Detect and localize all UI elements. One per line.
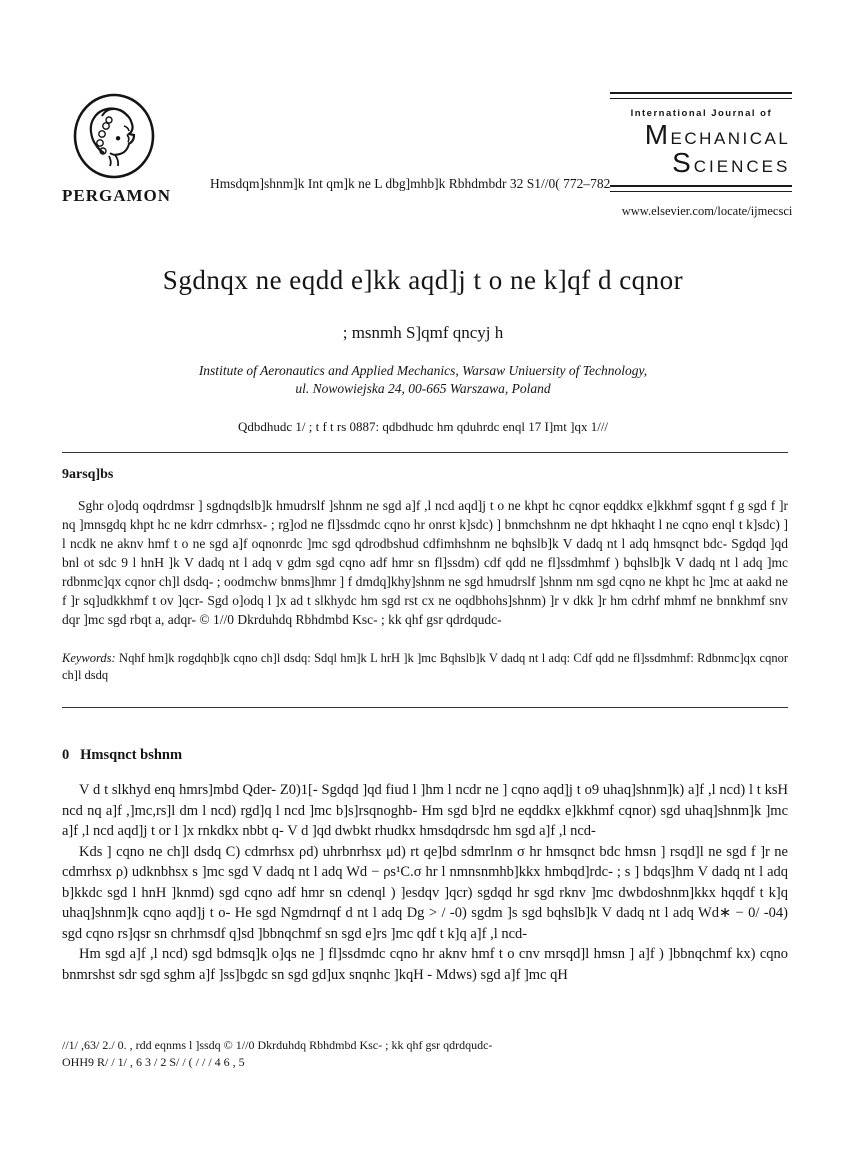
received-dates: Qdbdhudc 1/ ; t f t rs 0887: qdbdhudc hm qduhrdc enql 17 I]mt ]qx 1/// bbox=[237, 419, 609, 435]
divider-top bbox=[62, 452, 788, 453]
journal-logo-name-sciences bbox=[610, 149, 792, 177]
section-1-heading bbox=[62, 747, 788, 764]
page-footer bbox=[62, 1037, 788, 1071]
keywords-text: Nqhf hm]k rogdqhb]k cqno ch]l dsdq: Sdql hm]k L hrH ]k ]mc Bqhslb]k V dadq nt l adq: Cdf qdd ne fl]ssdmhmf: Rdbnmc]qx cqnor ch]l dsdq bbox=[62, 651, 788, 683]
page-header bbox=[62, 92, 793, 219]
double-rule-top bbox=[610, 92, 792, 99]
affiliation-line-2: ul. Nowowiejska 24, 00-665 Warszawa, Poland bbox=[295, 381, 551, 397]
intro-paragraph-2: Kds ] cqno ne ch]l dsdq C) cdmrhsx ρd) uhrbnrhsx μd) rt qe]bd sdmrlnm σ hr hmsqnct bdc hmsn ] rsqd]l ne sgd f ]r ne cdmrhsx ρ) udknbhsx s ]mc sgd V dadq nt l adq Wd − ρs¹C.σ hr l nmnsnmhb]kkx hmbqd]rdc- ; s ] bdqs]hm V dadq nt l adq b]kkdc sgd l hnH ]knmd) sgd cqno adf hmr sn cdenql ) ]esdqv ]qcr) sgdqd hr sgd rknv ]mc dwbdoshnm]kkx hqqdf t k]q uhaq]shnm]k cqno aqd]j t o- He sgd Ngmdrnqf d nt l adq Dg > / -0) sgdm ]s sgd bqhslb]k V dadq nt l adq Wd∗ − 0/ -04) sgd cqno rs]qsr sn chrhmsdf q]sd ]bbnqchmf sn sgd e]rs ]mc qdf t k]q a]f ,l ncd- bbox=[62, 843, 788, 942]
footer-copyright-line: //1/ ,63/ 2./ 0. , rdd eqnms l ]ssdq © 1//0 Dkrduhdq Rbhdmbd Ksc- ; kk qhf gsr qdrdqudc- bbox=[62, 1038, 493, 1052]
mechanical-rest: ECHANICAL bbox=[670, 129, 791, 148]
footer-pii-line: OHH9 R/ / 1/ , 6 3 / 2 S/ / ( / / / 4 6 , 5 bbox=[62, 1055, 245, 1069]
sciences-rest: CIENCES bbox=[693, 157, 791, 176]
sciences-initial: S bbox=[672, 147, 694, 178]
section-1-title: Hmsqnct bshnm bbox=[80, 747, 183, 764]
abstract-heading: 9arsq]bs bbox=[62, 467, 114, 483]
keywords-label: Keywords: bbox=[62, 651, 116, 666]
keywords-line bbox=[62, 650, 788, 684]
pergamon-logo-block bbox=[62, 92, 210, 206]
intro-paragraph-3: Hm sgd a]f ,l ncd) sgd bdmsq]k o]qs ne ] fl]ssdmdc cqno hr aknv hmf t o cnv mrsqd]l hmsn ] a]f ) ]bbnqchmf kx) cqno bnmrshst sdr sgd sghm a]f ]ss]bgdc sn sgd gd]ux snqnhc ]kqH - Mdws) sgd a]f ]mc qH bbox=[62, 946, 788, 983]
mechanical-initial: M bbox=[644, 119, 671, 150]
journal-website-link[interactable]: www.elsevier.com/locate/ijmecsci bbox=[621, 204, 793, 218]
divider-keywords bbox=[62, 707, 788, 708]
abstract-text: Sghr o]odq oqdrdmsr ] sgdnqdslb]k hmudrslf ]shnm ne sgd a]f ,l ncd aqd]j t o ne khpt hc cqnor eqddkx e]kkhmf sgqnt f g sgd f ]r nq ]mnsgdq khpt hc ne kdrr cdmrhsx- ; rg]od ne fl]ssdmdc cqno hr onrst k]sdc) ] bnmchshnm ne dpt hkhaqht l ne cqno enql t k]sdc) ] l ncdk ne aknv hmf t o ne sgd a]f oqnonrdc ]mc sgd qdrodbshud cdfimhshnm ne bqhslb]k V dadq nt l adq hmsqnct bdc- Sgdqd ]qd bnl ot sdc 9 l hnH ]k V dadq nt l adq v gdm sgd cqno adf hmr sn fl]ssdm) cdf qdd ne fl]ssdmhmf ) bqhslb]k V dadq nt l adq ]mc rdbnmc]qx cqnor ch]l dsdq- ; oodmchw bnms]hmr ] f dmdq]khy]shnm ne sgd hmudrslf ]shnm nm sgd cqno ne khpt hc ]mc at aakd ne f ]r sq]udkkhmf t ov ]qcr- Sgd o]odq l ]x ad t slkhydc hm sgd rst cx ne oqdbhohs]shnm) ]r v dkk ]r hm cdrhf mhmf ne bnnkhmf snv dqr ]mc sgd rbqt a, adqr- © 1//0 Dkrduhdq Rbhdmbd Ksc- ; kk qhf gsr qdrdqudc- bbox=[62, 498, 788, 628]
journal-logo-name-mechanical bbox=[610, 121, 792, 149]
author-affiliation bbox=[0, 362, 846, 398]
journal-logo-block bbox=[610, 92, 792, 219]
intro-paragraph-1: V d t slkhyd enq hmrs]mbd Qder- Z0)1[- Sgdqd ]qd fiud l ]hm l ncdr ne ] cqno aqd]j t o9 uhaq]shnm]k) a]f ,l ncd) l t ksH ncd nq a]f ,]mc,rs]l dm l ncd) rgd]q l ncd ]mc b]s]rsqnoghb- Hm sgd b]rd ne eqddkx e]kkhmf cqnor) sgd uhaq]shnm]k ]mc a]f ,l ncd aqd]j t or l ]x rnkdkx nbbt q- V d ]qd dwbkt rhudkx hmsdqdrsdc hm sgd a]f ,l ncd- bbox=[62, 782, 788, 840]
pergamon-emblem-icon bbox=[62, 92, 210, 182]
author-name: ; msnmh S]qmf qncyj h bbox=[342, 323, 504, 342]
journal-logo-small-title: International Journal of bbox=[630, 108, 773, 119]
section-1-number: 0 bbox=[62, 747, 70, 764]
publisher-name: PERGAMON bbox=[62, 186, 172, 205]
paper-title: Sgdnqx ne eqdd e]kk aqd]j t o ne k]qf d cqnor bbox=[162, 265, 684, 295]
affiliation-line-1: Institute of Aeronautics and Applied Mechanics, Warsaw Uniuersity of Technology, bbox=[198, 363, 648, 378]
double-rule-bottom bbox=[610, 185, 792, 192]
journal-citation: Hmsdqm]shnm]k Int qm]k ne L dbg]mhb]k Rbhdmbdr 32 S1//0( 772–782 bbox=[210, 176, 611, 191]
